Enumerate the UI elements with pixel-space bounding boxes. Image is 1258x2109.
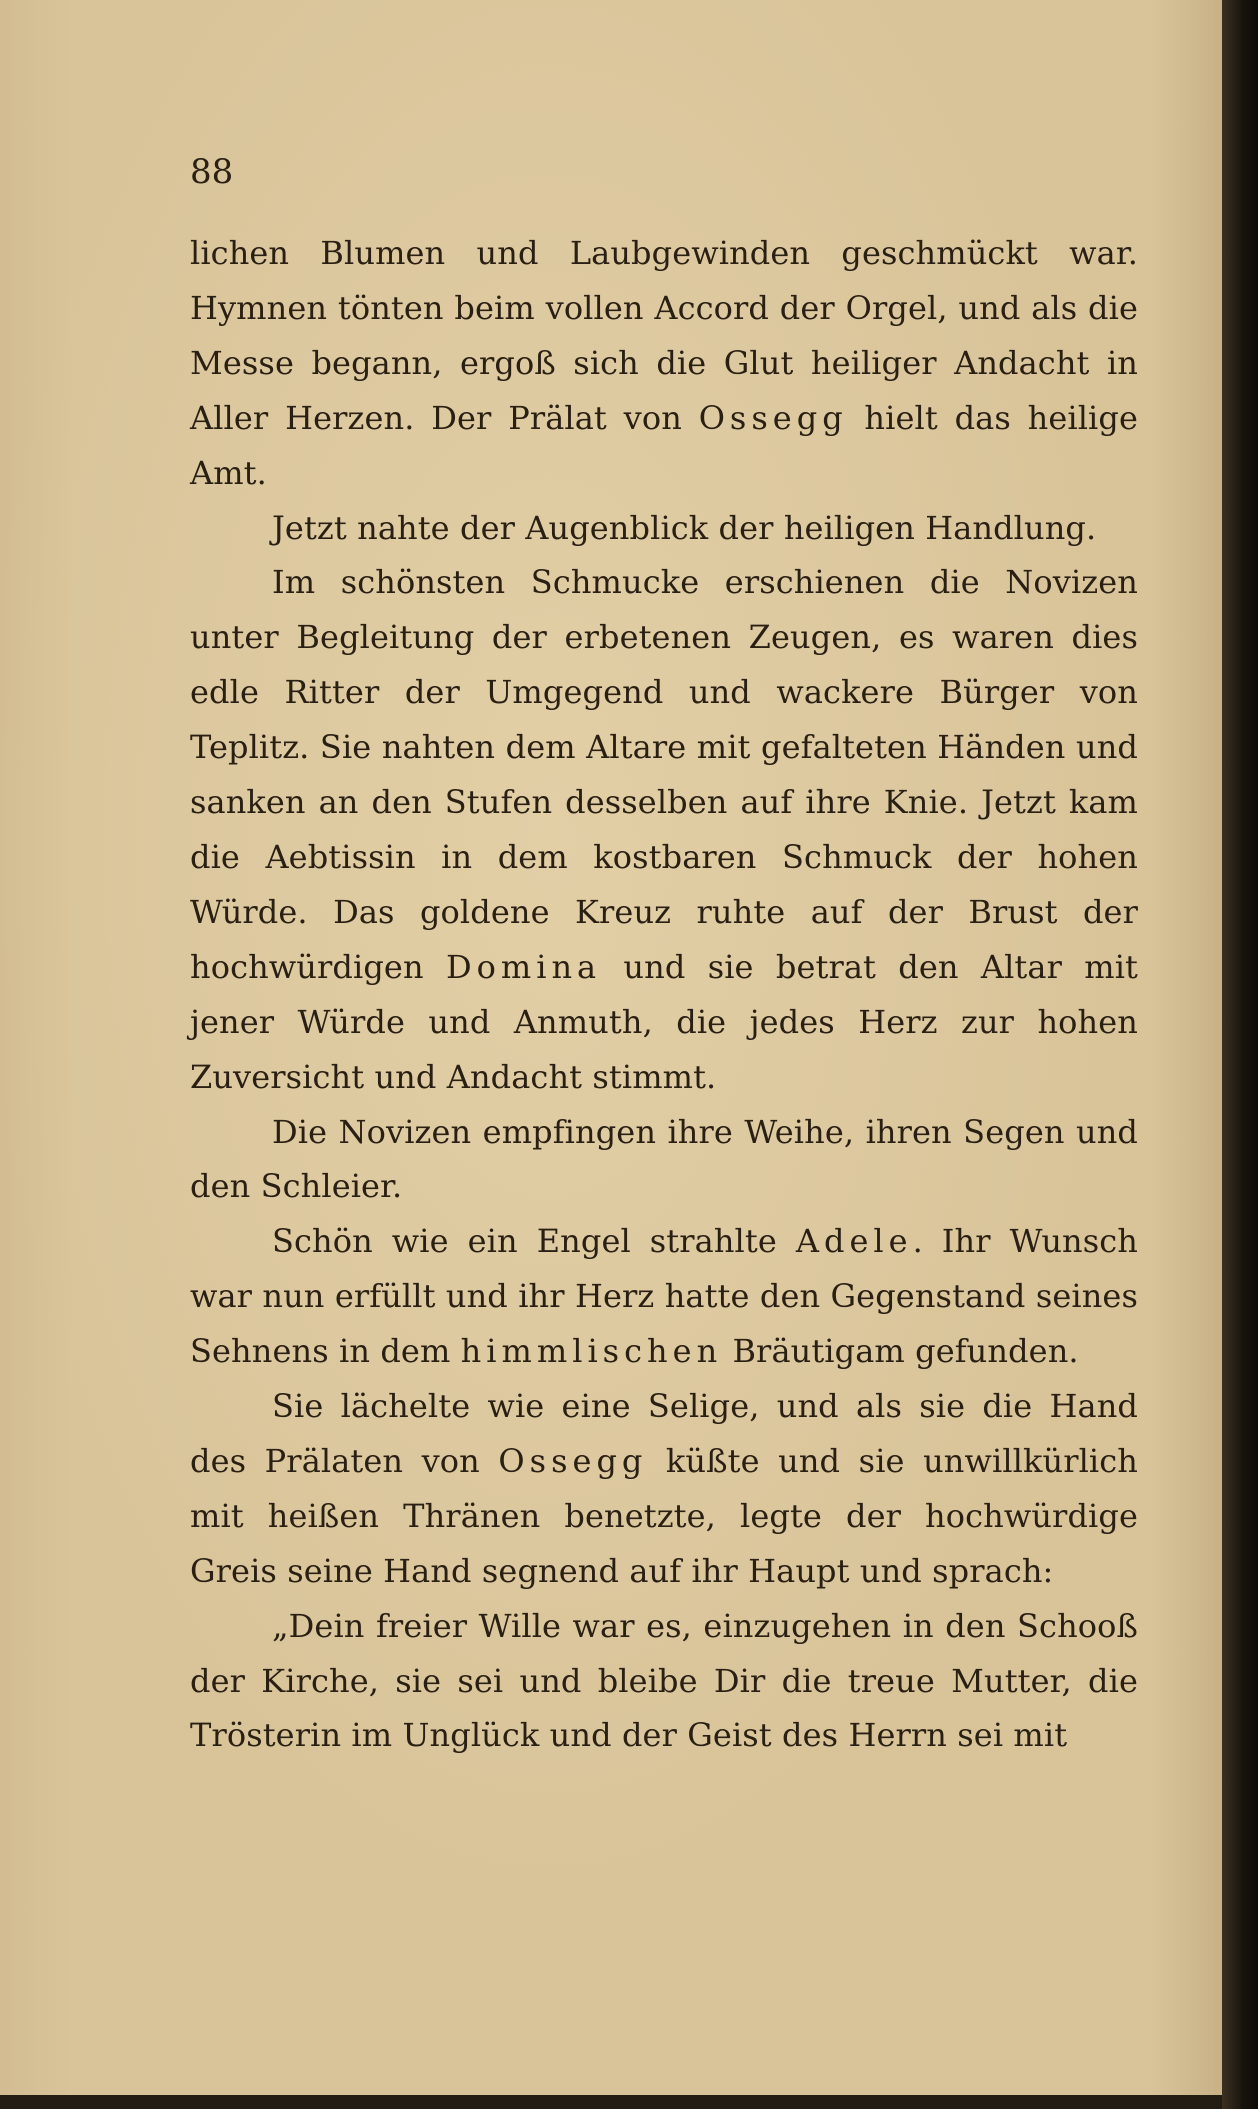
emphasized-name: Ossegg: [498, 1441, 648, 1480]
emphasized-name: Ossegg: [698, 398, 848, 437]
book-spine-edge: [1222, 0, 1258, 2109]
paragraph: [190, 226, 1138, 501]
paragraph-text: lichen Blumen und Laubgewinden geschmückt war. Hymnen tönten beim vollen Accord der Orgel, und als die Messe begann, ergoß sich die Glut heiliger Andacht in Aller Herzen. Der Prälat von: [190, 234, 1138, 437]
paragraph-text: Schön wie ein Engel strahlte: [272, 1222, 796, 1261]
paragraph-text: hielt das heilige Amt.: [190, 398, 1138, 492]
paragraph: [190, 1105, 1138, 1215]
paragraph-text: und sie betrat den Altar mit jener Würde und Anmuth, die jedes Herz zur hohen Zuversicht und Andacht stimmt.: [190, 947, 1138, 1096]
paragraph: [190, 1214, 1138, 1379]
paragraph-text: Bräutigam gefunden.: [722, 1332, 1079, 1371]
paragraph-text: küßte und sie unwillkürlich mit heißen Thränen benetzte, legte der hochwürdige Greis seine Hand segnend auf ihr Haupt und sprach:: [190, 1441, 1138, 1590]
paragraph-text: Die Novizen empfingen ihre Weihe, ihren Segen und den Schleier.: [190, 1112, 1138, 1206]
paragraph-text: Jetzt nahte der Augenblick der heiligen Handlung.: [272, 508, 1097, 547]
emphasized-name: himmlischen: [460, 1332, 723, 1371]
page-number: 88: [190, 152, 234, 192]
body-text: [190, 226, 1138, 1763]
paragraph-text: „Dein freier Wille war es, einzugehen in den Schooß der Kirche, sie sei und bleibe Dir die treue Mutter, die Trösterin im Unglück und der Geist des Herrn sei mit: [190, 1606, 1138, 1755]
paragraph: [190, 1379, 1138, 1599]
paragraph-text: Im schönsten Schmucke erschienen die Novizen unter Begleitung der erbetenen Zeugen, es waren dies edle Ritter der Umgegend und wackere Bürger von Teplitz. Sie nahten dem Altare mit gefalteten Händen und sanken an den Stufen desselben auf ihre Knie. Jetzt kam die Aebtissin in dem kostbaren Schmuck der hohen Würde. Das goldene Kreuz ruhte auf der Brust der hochwürdigen: [190, 563, 1138, 986]
paragraph-text: . Ihr Wunsch war nun erfüllt und ihr Herz hatte den Gegenstand seines Sehnens in dem: [190, 1222, 1138, 1371]
paragraph: [190, 501, 1138, 556]
emphasized-name: Domina: [445, 947, 602, 986]
paragraph: [190, 1599, 1138, 1764]
paragraph-text: Sie lächelte wie eine Selige, und als sie die Hand des Prälaten von: [190, 1387, 1138, 1480]
paragraph: [190, 555, 1138, 1104]
emphasized-name: Adele: [795, 1222, 913, 1261]
